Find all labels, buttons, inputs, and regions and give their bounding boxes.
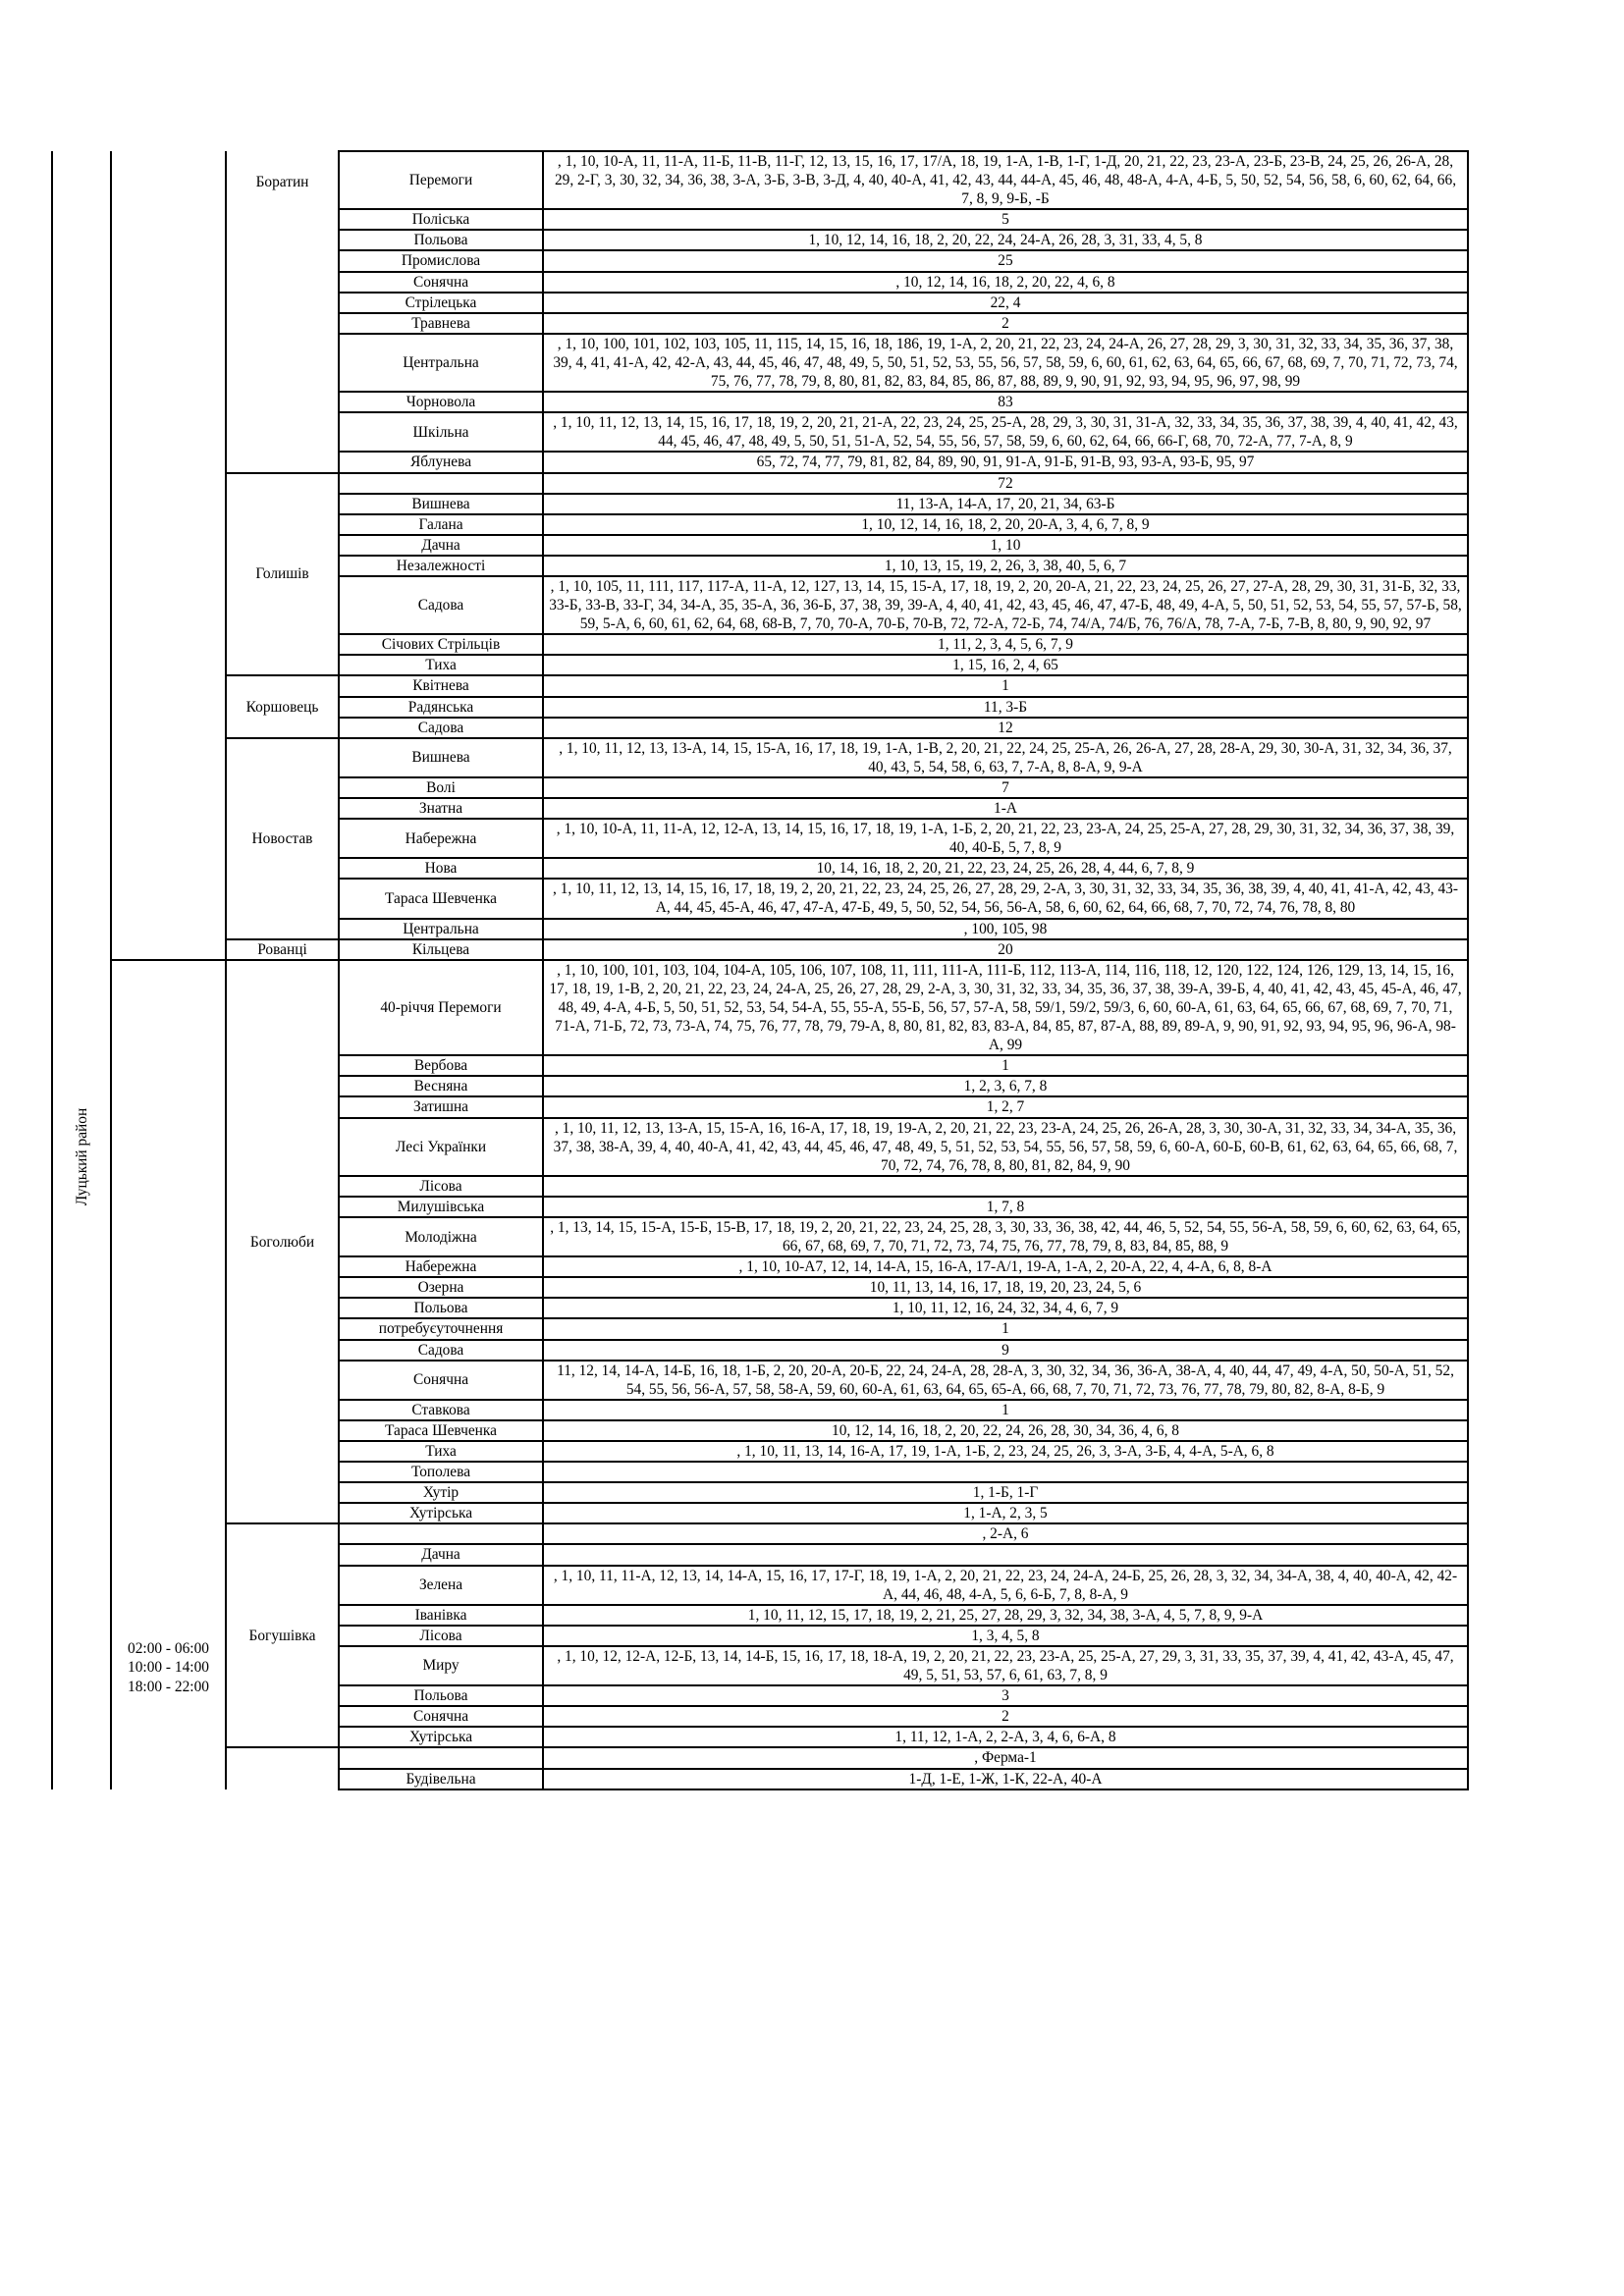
- house-numbers: 11, 3-Б: [543, 697, 1468, 718]
- street-name: Хутірська: [339, 1727, 543, 1747]
- street-name: потребуєуточнення: [339, 1318, 543, 1339]
- street-name: Незалежності: [339, 556, 543, 576]
- house-numbers: 1, 11, 2, 3, 4, 5, 6, 7, 9: [543, 634, 1468, 655]
- street-name: Хутірська: [339, 1503, 543, 1523]
- street-name: Тараса Шевченка: [339, 1420, 543, 1441]
- street-name: Хутір: [339, 1482, 543, 1503]
- street-name: Вербова: [339, 1055, 543, 1076]
- village-cell: Богушівка: [226, 1523, 339, 1747]
- schedule-body: [52, 151, 1468, 1789]
- district-label: Луцький район: [74, 1107, 91, 1206]
- street-name: Сонячна: [339, 272, 543, 293]
- house-numbers: 1-А: [543, 798, 1468, 819]
- village-cell: Рованці: [226, 939, 339, 960]
- house-numbers: 1: [543, 1055, 1468, 1076]
- house-numbers: 1, 10, 12, 14, 16, 18, 2, 20, 22, 24, 24-А, 26, 28, 3, 31, 33, 4, 5, 8: [543, 230, 1468, 250]
- house-numbers: 10, 12, 14, 16, 18, 2, 20, 22, 24, 26, 28, 30, 34, 36, 4, 6, 8: [543, 1420, 1468, 1441]
- house-numbers: 1, 7, 8: [543, 1197, 1468, 1217]
- table-row: [52, 1747, 1468, 1768]
- village-cell: Боратин: [226, 151, 339, 473]
- street-name: Шкільна: [339, 412, 543, 452]
- village-cell: Боголюби: [226, 960, 339, 1524]
- street-name: Будівельна: [339, 1769, 543, 1789]
- house-numbers: 3: [543, 1685, 1468, 1706]
- street-name: Тиха: [339, 1441, 543, 1462]
- street-name: Набережна: [339, 1256, 543, 1277]
- house-numbers: , 1, 10, 105, 11, 111, 117, 117-А, 11-А, 12, 127, 13, 14, 15, 15-А, 17, 18, 19, 2, 20, 20-А, 21, 22, 23, 24, 25, 26, 27, 27-А, 28, 29, 30, 31, 31-Б, 32, 33, 33-Б, 33-В, 33-Г, 34, 34-А, 35, 35-А, 36, 36-Б, 37, 38, 39, 39-А, 4, 40, 41, 42, 43, 45, 46, 47, 47-Б, 48, 49, 4-А, 5, 50, 51, 52, 53, 54, 55, 57, 57-Б, 58, 59, 5-А, 6, 60, 61, 62, 64, 68, 68-В, 7, 70, 70-А, 70-Б, 70-В, 72, 72-А, 72-Б, 74, 74/А, 74/Б, 76, 76/А, 78, 7-А, 7-Б, 7-В, 8, 80, 9, 90, 92, 97: [543, 576, 1468, 634]
- street-name: Сонячна: [339, 1706, 543, 1727]
- street-name: Весняна: [339, 1076, 543, 1096]
- house-numbers: , 1, 10, 11, 13, 14, 16-А, 17, 19, 1-А, 1-Б, 2, 23, 24, 25, 26, 3, 3-А, 3-Б, 4, 4-А, 5-А, 6, 8: [543, 1441, 1468, 1462]
- table-row: [52, 473, 1468, 494]
- street-name: Дачна: [339, 535, 543, 556]
- house-numbers: [543, 1462, 1468, 1482]
- village-cell: [226, 1747, 339, 1789]
- house-numbers: 11, 13-А, 14-А, 17, 20, 21, 34, 63-Б: [543, 494, 1468, 514]
- street-name: Чорновола: [339, 392, 543, 412]
- house-numbers: 1: [543, 1318, 1468, 1339]
- house-numbers: , 1, 10, 11, 12, 13, 14, 15, 16, 17, 18, 19, 2, 20, 21, 22, 23, 24, 25, 26, 27, 28, 29, 2-А, 3, 30, 31, 32, 33, 34, 35, 36, 38, 39, 4, 40, 41, 41-А, 42, 43, 43-А, 44, 45, 45-А, 46, 47, 47-А, 47-Б, 49, 5, 50, 52, 54, 56, 56-А, 58, 6, 60, 62, 64, 66, 68, 7, 70, 72, 74, 76, 78, 8, 80: [543, 879, 1468, 918]
- time-slot: 02:00 - 06:00: [128, 1640, 209, 1658]
- street-name: Яблунева: [339, 452, 543, 472]
- street-name: Польова: [339, 1685, 543, 1706]
- street-name: Затишна: [339, 1096, 543, 1117]
- street-name: 40-річчя Перемоги: [339, 960, 543, 1055]
- district-cell: [52, 151, 111, 1789]
- street-name: Нова: [339, 858, 543, 879]
- house-numbers: , 10, 12, 14, 16, 18, 2, 20, 22, 4, 6, 8: [543, 272, 1468, 293]
- street-name: Радянська: [339, 697, 543, 718]
- table-row: [52, 151, 1468, 209]
- street-name: Тополева: [339, 1462, 543, 1482]
- street-name: Тиха: [339, 655, 543, 675]
- house-numbers: 2: [543, 313, 1468, 334]
- house-numbers: , Ферма-1: [543, 1747, 1468, 1768]
- house-numbers: 7: [543, 777, 1468, 798]
- village-cell: Новостав: [226, 738, 339, 939]
- house-numbers: , 1, 10, 11, 12, 13, 13-А, 15, 15-А, 16, 16-А, 17, 18, 19, 19-А, 2, 20, 21, 22, 23, 23-А, 24, 25, 26, 26-А, 28, 3, 30, 30-А, 31, 32, 33, 34, 34-А, 35, 36, 37, 38, 38-А, 39, 4, 40, 40-А, 41, 42, 43, 44, 45, 46, 47, 48, 49, 5, 51, 52, 53, 54, 55, 56, 57, 58, 59, 6, 60-А, 60-Б, 60-В, 61, 62, 63, 64, 65, 66, 68, 7, 70, 72, 74, 76, 78, 8, 80, 81, 82, 84, 9, 90: [543, 1118, 1468, 1176]
- street-name: Стрілецька: [339, 293, 543, 313]
- house-numbers: 1, 3, 4, 5, 8: [543, 1626, 1468, 1646]
- street-name: Миру: [339, 1646, 543, 1685]
- street-name: Центральна: [339, 919, 543, 939]
- house-numbers: 20: [543, 939, 1468, 960]
- street-name: [339, 1523, 543, 1544]
- street-name: Зелена: [339, 1566, 543, 1605]
- house-numbers: 1, 10: [543, 535, 1468, 556]
- street-name: Садова: [339, 1340, 543, 1361]
- house-numbers: 1, 10, 12, 14, 16, 18, 2, 20, 20-А, 3, 4, 6, 7, 8, 9: [543, 514, 1468, 535]
- house-numbers: 1, 10, 13, 15, 19, 2, 26, 3, 38, 40, 5, 6, 7: [543, 556, 1468, 576]
- house-numbers: 12: [543, 718, 1468, 738]
- house-numbers: 72: [543, 473, 1468, 494]
- table-row: [52, 675, 1468, 696]
- house-numbers: , 1, 10, 10-А, 11, 11-А, 11-Б, 11-В, 11-Г, 12, 13, 15, 16, 17, 17/А, 18, 19, 1-А, 1-В, 1-Г, 1-Д, 20, 21, 22, 23, 23-А, 23-Б, 23-В, 24, 25, 26, 26-А, 28, 29, 2-Г, 3, 30, 32, 34, 36, 38, 3-А, 3-Б, 3-В, 3-Д, 4, 40, 40-А, 41, 42, 43, 44, 44-А, 45, 46, 48, 48-А, 4-А, 4-Б, 5, 50, 52, 54, 56, 58, 6, 60, 62, 64, 66, 7, 8, 9, 9-Б, -Б: [543, 151, 1468, 209]
- time-slot: 18:00 - 22:00: [128, 1678, 209, 1695]
- street-name: Поліська: [339, 209, 543, 230]
- street-name: Кільцева: [339, 939, 543, 960]
- house-numbers: 5: [543, 209, 1468, 230]
- house-numbers: 11, 12, 14, 14-А, 14-Б, 16, 18, 1-Б, 2, 20, 20-А, 20-Б, 22, 24, 24-А, 28, 28-А, 3, 30, 32, 34, 36, 36-А, 38-А, 4, 40, 44, 47, 49, 4-А, 50, 50-А, 51, 52, 54, 55, 56, 56-А, 57, 58, 58-А, 59, 60, 60-А, 61, 63, 64, 65, 65-А, 66, 68, 7, 70, 71, 72, 73, 76, 77, 78, 79, 80, 82, 8-А, 8-Б, 9: [543, 1361, 1468, 1400]
- table-row: [52, 939, 1468, 960]
- street-name: Набережна: [339, 819, 543, 858]
- street-name: [339, 1747, 543, 1768]
- street-name: Промислова: [339, 250, 543, 271]
- street-name: Лесі Українки: [339, 1118, 543, 1176]
- house-numbers: , 1, 10, 11, 12, 13, 14, 15, 16, 17, 18, 19, 2, 20, 21, 21-А, 22, 23, 24, 25, 25-А, 28, 29, 3, 30, 31, 31-А, 32, 33, 34, 35, 36, 37, 38, 39, 4, 40, 41, 42, 43, 44, 45, 46, 47, 48, 49, 5, 50, 51, 51-А, 52, 54, 55, 56, 57, 58, 59, 6, 60, 62, 64, 66, 66-Г, 68, 70, 72-А, 77, 7-А, 8, 9: [543, 412, 1468, 452]
- street-name: Садова: [339, 576, 543, 634]
- house-numbers: 1, 1-Б, 1-Г: [543, 1482, 1468, 1503]
- house-numbers: 10, 14, 16, 18, 2, 20, 21, 22, 23, 24, 25, 26, 28, 4, 44, 6, 7, 8, 9: [543, 858, 1468, 879]
- house-numbers: 1, 10, 11, 12, 15, 17, 18, 19, 2, 21, 25, 27, 28, 29, 3, 32, 34, 38, 3-А, 4, 5, 7, 8, 9, 9-А: [543, 1605, 1468, 1626]
- street-name: [339, 473, 543, 494]
- time-slot-cell: [111, 960, 226, 1789]
- house-numbers: 83: [543, 392, 1468, 412]
- street-name: Тараса Шевченка: [339, 879, 543, 918]
- house-numbers: 9: [543, 1340, 1468, 1361]
- street-name: Квітнева: [339, 675, 543, 696]
- street-name: Січових Стрільців: [339, 634, 543, 655]
- house-numbers: 1: [543, 675, 1468, 696]
- house-numbers: 1, 2, 7: [543, 1096, 1468, 1117]
- house-numbers: 65, 72, 74, 77, 79, 81, 82, 84, 89, 90, 91, 91-А, 91-Б, 91-В, 93, 93-А, 93-Б, 95, 97: [543, 452, 1468, 472]
- street-name: Іванівка: [339, 1605, 543, 1626]
- house-numbers: 22, 4: [543, 293, 1468, 313]
- house-numbers: 1, 10, 11, 12, 16, 24, 32, 34, 4, 6, 7, 9: [543, 1298, 1468, 1318]
- house-numbers: 1, 15, 16, 2, 4, 65: [543, 655, 1468, 675]
- house-numbers: , 100, 105, 98: [543, 919, 1468, 939]
- house-numbers: [543, 1176, 1468, 1197]
- table-row: [52, 1523, 1468, 1544]
- street-name: Вишнева: [339, 494, 543, 514]
- table-row: [52, 738, 1468, 777]
- schedule-table: [51, 150, 1469, 1790]
- street-name: Дачна: [339, 1544, 543, 1565]
- street-name: Перемоги: [339, 151, 543, 209]
- house-numbers: 1: [543, 1400, 1468, 1420]
- time-slot: 10:00 - 14:00: [128, 1659, 209, 1677]
- street-name: Милушівська: [339, 1197, 543, 1217]
- street-name: Польова: [339, 1298, 543, 1318]
- street-name: Польова: [339, 230, 543, 250]
- house-numbers: , 1, 10, 11, 11-А, 12, 13, 14, 14-А, 15, 16, 17, 17-Г, 18, 19, 1-А, 2, 20, 21, 22, 23, 24, 24-А, 24-Б, 25, 26, 28, 3, 32, 34, 34-А, 38, 4, 40, 40-А, 42, 42-А, 44, 46, 48, 4-А, 5, 6, 6-Б, 7, 8, 8-А, 9: [543, 1566, 1468, 1605]
- house-numbers: 1, 1-А, 2, 3, 5: [543, 1503, 1468, 1523]
- street-name: Центральна: [339, 334, 543, 392]
- table-row: [52, 960, 1468, 1055]
- house-numbers: , 2-А, 6: [543, 1523, 1468, 1544]
- house-numbers: 1, 2, 3, 6, 7, 8: [543, 1076, 1468, 1096]
- house-numbers: , 1, 10, 100, 101, 102, 103, 105, 11, 115, 14, 15, 16, 18, 186, 19, 1-А, 2, 20, 21, 22, 23, 24, 24-А, 26, 27, 28, 29, 3, 30, 31, 32, 33, 34, 35, 36, 37, 38, 39, 4, 41, 41-А, 42, 42-А, 43, 44, 45, 46, 47, 48, 49, 5, 50, 51, 52, 53, 55, 56, 57, 58, 59, 6, 60, 61, 62, 63, 64, 65, 66, 67, 68, 69, 7, 70, 71, 72, 73, 74, 75, 76, 77, 78, 79, 8, 80, 81, 82, 83, 84, 85, 86, 87, 88, 89, 9, 90, 91, 92, 93, 94, 95, 96, 97, 98, 99: [543, 334, 1468, 392]
- house-numbers: , 1, 10, 10-А, 11, 11-А, 12, 12-А, 13, 14, 15, 16, 17, 18, 19, 1-А, 1-Б, 2, 20, 21, 22, 23, 23-А, 24, 25, 25-А, 27, 28, 29, 30, 31, 32, 34, 36, 37, 38, 39, 40, 40-Б, 5, 7, 8, 9: [543, 819, 1468, 858]
- house-numbers: , 1, 10, 12, 12-А, 12-Б, 13, 14, 14-Б, 15, 16, 17, 18, 18-А, 19, 2, 20, 21, 22, 23, 23-А, 25, 25-А, 27, 29, 3, 31, 33, 35, 37, 39, 4, 41, 42, 43-А, 45, 47, 49, 5, 51, 53, 57, 6, 61, 63, 7, 8, 9: [543, 1646, 1468, 1685]
- house-numbers: 2: [543, 1706, 1468, 1727]
- house-numbers: [543, 1544, 1468, 1565]
- time-slot-cell: [111, 151, 226, 960]
- house-numbers: 10, 11, 13, 14, 16, 17, 18, 19, 20, 23, 24, 5, 6: [543, 1277, 1468, 1298]
- village-cell: Коршовець: [226, 675, 339, 737]
- street-name: Вишнева: [339, 738, 543, 777]
- house-numbers: 25: [543, 250, 1468, 271]
- house-numbers: , 1, 10, 11, 12, 13, 13-А, 14, 15, 15-А, 16, 17, 18, 19, 1-А, 1-В, 2, 20, 21, 22, 24, 25, 25-А, 26, 26-А, 27, 28, 28-А, 29, 30, 30-А, 31, 32, 34, 36, 37, 40, 43, 5, 54, 58, 6, 63, 7, 7-А, 8, 8-А, 9, 9-А: [543, 738, 1468, 777]
- street-name: Галана: [339, 514, 543, 535]
- village-cell: Голишів: [226, 473, 339, 676]
- street-name: Знатна: [339, 798, 543, 819]
- street-name: Озерна: [339, 1277, 543, 1298]
- house-numbers: , 1, 13, 14, 15, 15-А, 15-Б, 15-В, 17, 18, 19, 2, 20, 21, 22, 23, 24, 25, 28, 3, 30, 33, 36, 38, 42, 44, 46, 5, 52, 54, 55, 56-А, 58, 59, 6, 60, 62, 63, 64, 65, 66, 67, 68, 69, 7, 70, 71, 72, 73, 74, 75, 76, 77, 78, 79, 8, 83, 84, 85, 88, 9: [543, 1217, 1468, 1256]
- street-name: Ставкова: [339, 1400, 543, 1420]
- street-name: Садова: [339, 718, 543, 738]
- street-name: Волі: [339, 777, 543, 798]
- house-numbers: , 1, 10, 10-А7, 12, 14, 14-А, 15, 16-А, 17-А/1, 19-А, 1-А, 2, 20-А, 22, 4, 4-А, 6, 8, 8-А: [543, 1256, 1468, 1277]
- street-name: Травнева: [339, 313, 543, 334]
- time-slots: [112, 1639, 225, 1789]
- street-name: Лісова: [339, 1176, 543, 1197]
- street-name: Молодіжна: [339, 1217, 543, 1256]
- house-numbers: , 1, 10, 100, 101, 103, 104, 104-А, 105, 106, 107, 108, 11, 111, 111-А, 111-Б, 112, 113-А, 114, 116, 118, 12, 120, 122, 124, 126, 129, 13, 14, 15, 16, 17, 18, 19, 1-В, 2, 20, 21, 22, 23, 24, 24-А, 25, 26, 27, 28, 29, 2-А, 3, 30, 31, 32, 33, 34, 35, 36, 37, 38, 39-А, 39-Б, 4, 40, 41, 42, 43, 45, 45-А, 46, 47, 48, 49, 4-А, 4-Б, 5, 50, 51, 52, 53, 54, 54-А, 55, 55-А, 55-Б, 56, 57, 57-А, 58, 59/1, 59/2, 59/3, 6, 60, 60-А, 61, 63, 64, 65, 66, 67, 68, 69, 7, 70, 71, 71-А, 71-Б, 72, 73, 73-А, 74, 75, 76, 77, 78, 79, 79-А, 8, 80, 81, 82, 83, 83-А, 84, 85, 87, 87-А, 88, 89, 89-А, 9, 90, 91, 92, 93, 94, 95, 96, 96-А, 98-А, 99: [543, 960, 1468, 1055]
- house-numbers: 1, 11, 12, 1-А, 2, 2-А, 3, 4, 6, 6-А, 8: [543, 1727, 1468, 1747]
- house-numbers: 1-Д, 1-Е, 1-Ж, 1-К, 22-А, 40-А: [543, 1769, 1468, 1789]
- street-name: Лісова: [339, 1626, 543, 1646]
- street-name: Сонячна: [339, 1361, 543, 1400]
